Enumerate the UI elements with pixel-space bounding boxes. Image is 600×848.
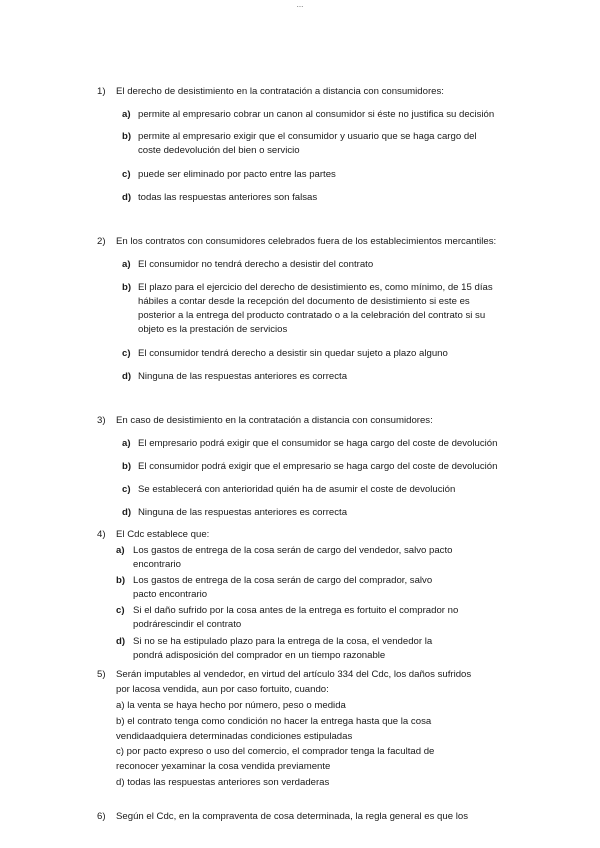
option-letter: c) [116, 605, 125, 616]
option-letter: b) [122, 131, 132, 142]
option-text: El empresario podrá exigir que el consumidor se haga cargo del coste de devolución [138, 438, 498, 449]
page-header-mark: ... [296, 0, 304, 9]
answer-line: reconocer yexaminar la cosa vendida previamente [116, 761, 331, 772]
option-text: Se establecerá con anterioridad quién ha de asumir el coste de devolución [138, 484, 456, 495]
option-text: Si no se ha estipulado plazo para la entrega de la cosa, el vendedor la [133, 636, 433, 647]
option-text: El consumidor no tendrá derecho a desistir del contrato [138, 259, 374, 270]
option-letter: d) [122, 507, 132, 518]
question-number: 3) [97, 415, 106, 426]
option-text: Si el daño sufrido por la cosa antes de la entrega es fortuito el comprador no [133, 605, 459, 616]
option-letter: b) [116, 575, 126, 586]
option-letter: a) [122, 109, 131, 120]
option-letter: d) [116, 636, 126, 647]
option-letter: c) [122, 348, 131, 359]
option-letter: c) [122, 484, 131, 495]
answer-line: b) el contrato tenga como condición no hacer la entrega hasta que la cosa [116, 716, 432, 727]
question-stem: El derecho de desistimiento en la contratación a distancia con consumidores: [116, 86, 444, 97]
option-text: posterior a la entrega del producto contratado o a la celebración del contrato si su [138, 310, 486, 321]
option-letter: b) [122, 461, 132, 472]
option-text: permite al empresario exigir que el consumidor y usuario que se haga cargo del [138, 131, 477, 142]
option-text: El plazo para el ejercicio del derecho de desistimiento es, como mínimo, de 15 días [138, 282, 493, 293]
option-text: Ninguna de las respuestas anteriores es correcta [138, 371, 348, 382]
option-letter: a) [122, 438, 131, 449]
option-text: Los gastos de entrega de la cosa serán de cargo del vendedor, salvo pacto [133, 545, 453, 556]
question-stem: En caso de desistimiento en la contratación a distancia con consumidores: [116, 415, 433, 426]
option-text: pacto encontrario [133, 589, 208, 600]
option-text: permite al empresario cobrar un canon al consumidor si éste no justifica su decisión [138, 109, 495, 120]
option-text: puede ser eliminado por pacto entre las partes [138, 169, 336, 180]
option-letter: a) [122, 259, 131, 270]
option-text: hábiles a contar desde la recepción del documento de desistimiento si este es [138, 296, 470, 307]
option-text: El consumidor podrá exigir que el empresario se haga cargo del coste de devolución [138, 461, 498, 472]
question-number: 2) [97, 236, 106, 247]
question-stem-line: Serán imputables al vendedor, en virtud del artículo 334 del Cdc, los daños sufridos [116, 669, 472, 680]
question-stem: El Cdc establece que: [116, 529, 210, 540]
question-number: 4) [97, 529, 106, 540]
answer-line: a) la venta se haya hecho por número, peso o medida [116, 700, 346, 711]
option-text: objeto es la prestación de servicios [138, 324, 288, 335]
option-text: Ninguna de las respuestas anteriores es correcta [138, 507, 348, 518]
answer-line: vendidaadquiera determinadas condiciones estipuladas [116, 731, 353, 742]
answer-line: c) por pacto expreso o uso del comercio, el comprador tenga la facultad de [116, 746, 435, 757]
option-text: El consumidor tendrá derecho a desistir sin quedar sujeto a plazo alguno [138, 348, 448, 359]
option-letter: d) [122, 371, 132, 382]
option-letter: d) [122, 192, 132, 203]
option-text: Los gastos de entrega de la cosa serán de cargo del comprador, salvo [133, 575, 433, 586]
option-text: encontrario [133, 559, 181, 570]
option-text: podrárescindir el contrato [133, 619, 242, 630]
question-number: 5) [97, 669, 106, 680]
question-number: 6) [97, 811, 106, 822]
question-stem: En los contratos con consumidores celebrados fuera de los establecimientos mercantiles: [116, 236, 497, 247]
question-number: 1) [97, 86, 106, 97]
option-letter: b) [122, 282, 132, 293]
answer-line: d) todas las respuestas anteriores son verdaderas [116, 777, 330, 788]
question-stem: Según el Cdc, en la compraventa de cosa determinada, la regla general es que los [116, 811, 468, 822]
option-text: coste dedevolución del bien o servicio [138, 145, 300, 156]
option-text: pondrá adisposición del comprador en un tiempo razonable [133, 650, 386, 661]
question-stem-line: por lacosa vendida, aun por caso fortuito, cuando: [116, 684, 329, 695]
option-letter: c) [122, 169, 131, 180]
option-text: todas las respuestas anteriores son falsas [138, 192, 318, 203]
option-letter: a) [116, 545, 125, 556]
